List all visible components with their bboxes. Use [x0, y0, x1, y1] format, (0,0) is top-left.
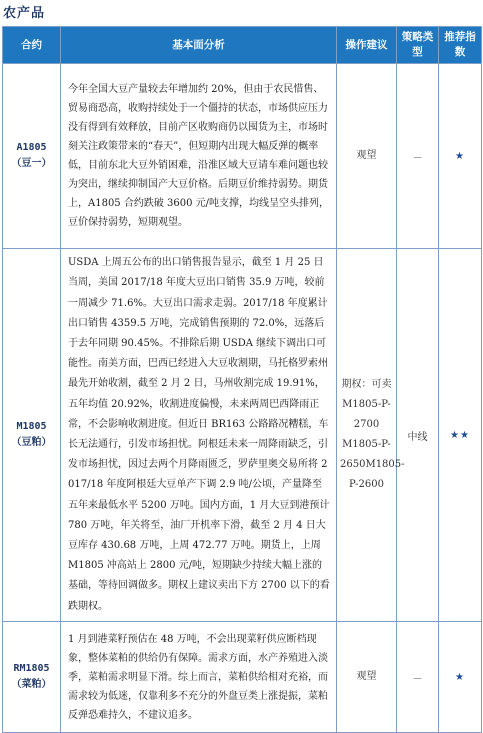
analysis-cell: USDA 上周五公布的出口销售报告显示，截至 1 月 25 日当周，美国 2017/18 年度大豆出口销售 35.9 万吨，较前一周减少 71.6%。大豆出口需求走弱。2017/18 年度累计出口销售 4359.5 万吨，完成销售预期的 72.0%，远落后于去年同期 90.45%。不排除后期 USDA 继续下调出口可能性。南美方面，巴西已经进入大豆收割期，马托格罗索州最先开始收割，截至 2 月 2 日，马州收割完成 19.91%，五年均值 20.92%，收割进度偏慢，未来两周巴西降雨正常，不会影响收割进度。但近日 BR163 公路路况糟糕，车长无法通行，引发市场担忧。阿根廷未来一周降雨缺乏，引发市场担忧，因过去两个月降雨匮乏，罗萨里奥交易所将 2017/18 年度阿根廷大豆单产下调 2.9 吨/公顷，产量降至五年来最低水平 5200 万吨。国内方面，1 月大豆到港预计 780 万吨，年关将至，油厂开机率下滑，截至 2 月 4 日大豆库存 430.68 万吨，上周 472.77 万吨。期货上，上周 M1805 冲高站上 2800 元/吨，短期缺少持续大幅上涨的基础，等待回调做多。期权上建议卖出下方 2700 以下的看跌期权。 — [61, 249, 337, 622]
contract-name: （菜粕） — [11, 679, 52, 690]
rating-star-icon: ★ — [439, 622, 482, 733]
rating-star-icon: ★★ — [439, 249, 482, 622]
header-analysis: 基本面分析 — [61, 27, 337, 64]
suggestion-cell: 观望 — [337, 64, 397, 249]
header-rating: 推荐指数 — [439, 27, 482, 64]
strategy-cell: － — [397, 622, 439, 733]
table-header-row — [3, 27, 482, 64]
contract-cell — [3, 249, 61, 622]
table-row — [3, 249, 482, 622]
contract-cell — [3, 622, 61, 733]
header-contract: 合约 — [3, 27, 61, 64]
suggestion-cell: 观望 — [337, 622, 397, 733]
section-title: 农产品 — [3, 6, 46, 21]
contract-name: （豆粕） — [11, 437, 52, 448]
table-row — [3, 64, 482, 249]
contract-code: RM1805 — [13, 663, 50, 674]
contract-name: （豆一） — [11, 158, 52, 169]
header-strategy: 策略类型 — [397, 27, 439, 64]
contract-code: A1805 — [16, 142, 47, 153]
contract-code: M1805 — [16, 421, 47, 432]
analysis-table — [2, 26, 482, 733]
strategy-cell: 中线 — [397, 249, 439, 622]
strategy-cell: － — [397, 64, 439, 249]
analysis-cell: 今年全国大豆产量较去年增加约 20%，但由于农民惜售、贸易商恐高，收购持续处于一个僵持的状态，市场供应压力没有得到有效释放，目前产区收购商仍以囤货为主，市场时刻关注政策带来的“春天”，但短期内出现大幅反弹的概率低，目前东北大豆外销困难，沿淮区域大豆请车难问题也较为突出，继续抑制国产大豆价格。后期豆价维持弱势。期货上，A1805 合约跌破 3600 元/吨支撑，均线呈空头排列，豆价保持弱势，短期观望。 — [61, 64, 337, 249]
header-suggestion: 操作建议 — [337, 27, 397, 64]
rating-star-icon: ★ — [439, 64, 482, 249]
analysis-cell: 1 月到港菜籽预估在 48 万吨，不会出现菜籽供应断档现象，整体菜粕的供给仍有保障。需求方面，水产养殖进入淡季，菜粕需求明显下滑。综上而言，菜粕供给相对充裕，而需求较为低迷，仅靠利多不充分的外盘豆类上涨提振，菜粕反弹恐难持久，不建议追多。 — [61, 622, 337, 733]
suggestion-cell: 期权：可卖 M1805-P-2700 M1805-P-2650M1805-P-2600 — [337, 249, 397, 622]
contract-cell — [3, 64, 61, 249]
table-row — [3, 622, 482, 733]
